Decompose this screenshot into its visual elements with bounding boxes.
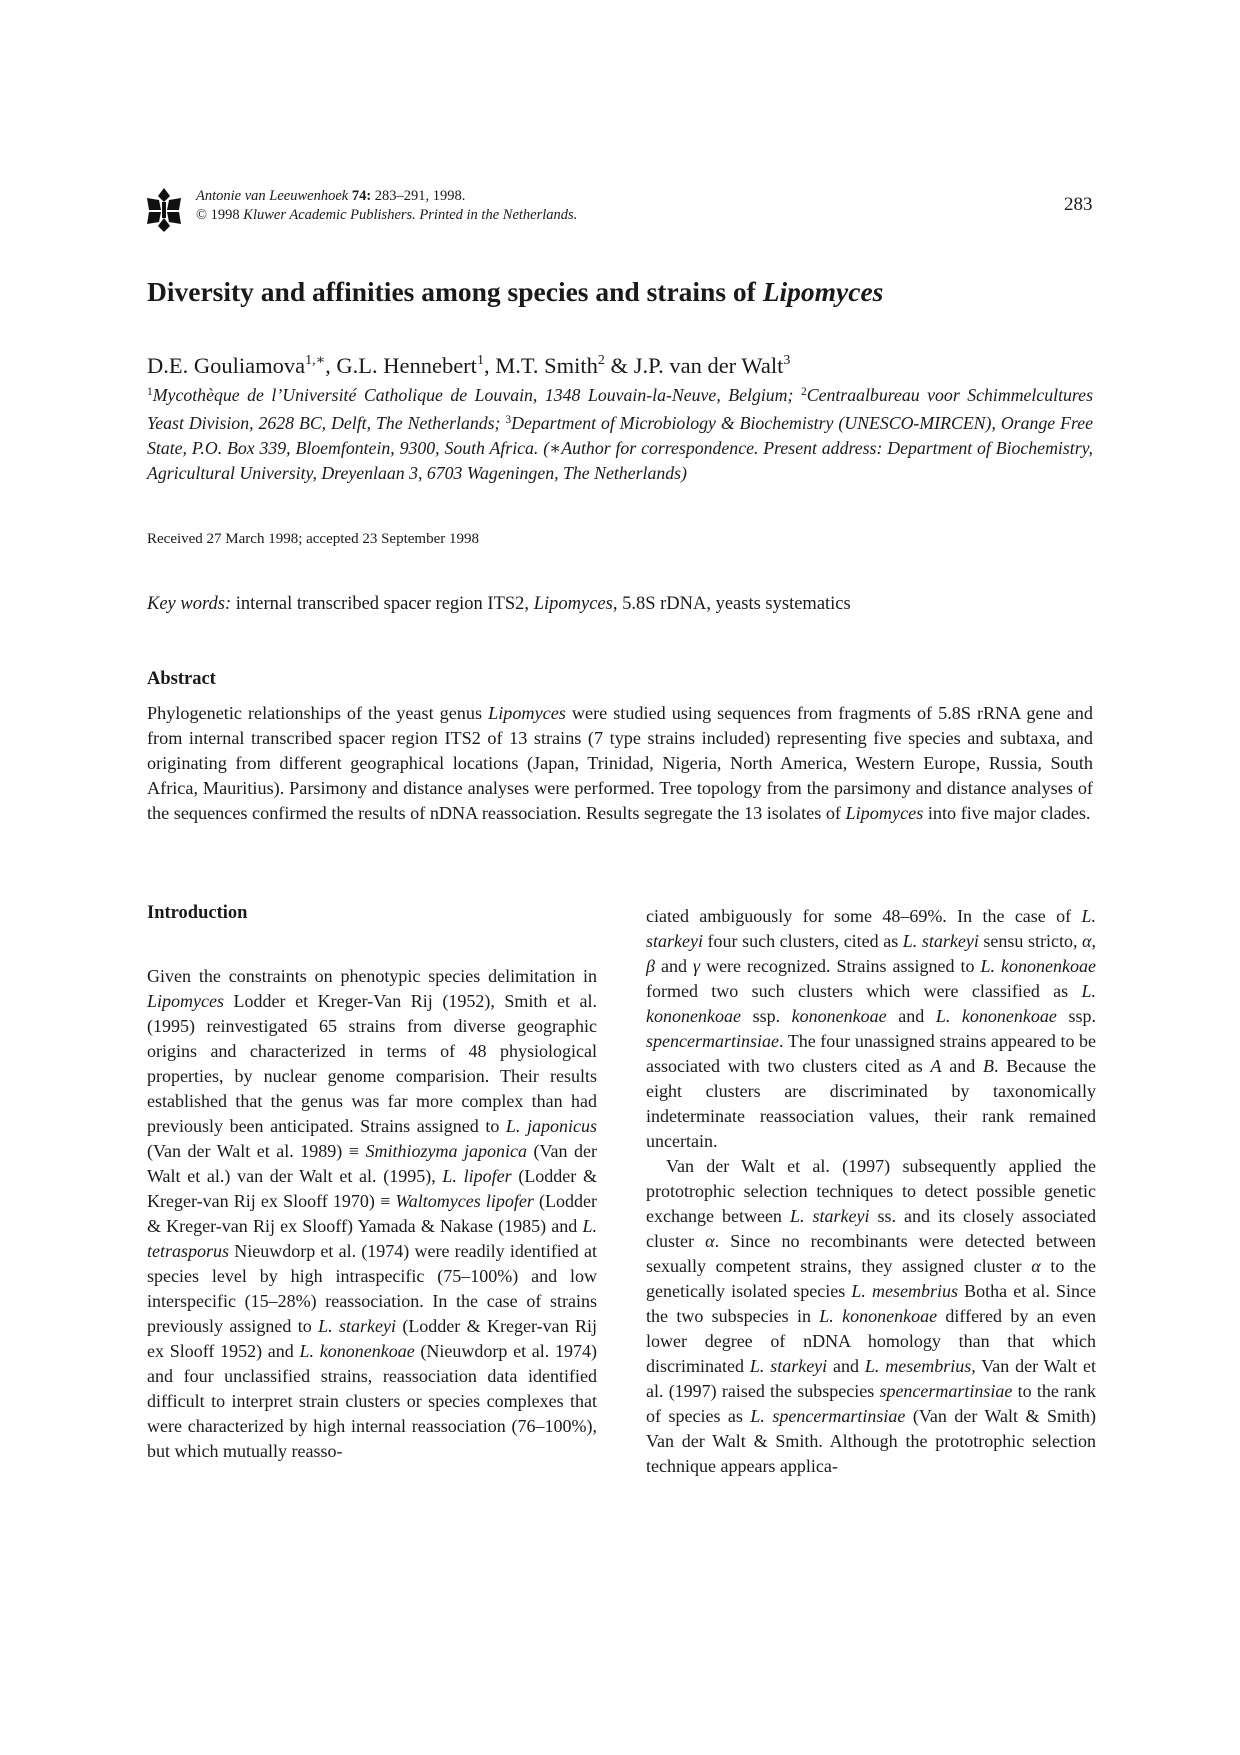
text-run: (Lodder & Kreger-van Rij ex Slooff 1952) and bbox=[147, 1316, 597, 1361]
text-run: and bbox=[827, 1356, 865, 1376]
text-run: ssp. bbox=[1056, 1006, 1096, 1026]
publisher-logo-icon bbox=[145, 188, 183, 232]
text-run: Given the constraints on phenotypic species delimitation in bbox=[147, 966, 597, 986]
italic-term: α bbox=[1031, 1256, 1041, 1276]
italic-term: B bbox=[983, 1056, 995, 1076]
text-run: (Lodder & Kreger-van Rij ex Slooff) Yamada & Nakase (1985) and bbox=[147, 1191, 598, 1236]
journal-volume: 74: bbox=[351, 188, 372, 204]
text-run: to the genetically isolated species bbox=[646, 1256, 1096, 1301]
italic-term: L. starkeyi bbox=[646, 906, 1096, 951]
author-affiliation-mark: 2 bbox=[597, 353, 605, 368]
abstract-text: Phylogenetic relationships of the yeast genus bbox=[147, 703, 489, 723]
journal-pages: 283–291, 1998. bbox=[374, 188, 466, 204]
abstract-text: were studied using sequences from fragments of 5.8S rRNA gene and from internal transcribed spacer region ITS2 of 13 strains (7 type strains included) representing five species and subtaxa, and originating from different geographical locations (Japan, Trinidad, Nigeria, North America, Western Europe, Russia, South Africa, Mauritius). Parsimony and distance analyses were performed. Tree topology from the parsimony and distance analyses of the sequences confirmed the results of nDNA reassociation. Results segregate the 13 isolates of bbox=[147, 703, 1093, 823]
text-run: Nieuwdorp et al. (1974) were readily identified at species level by high intraspecific (75–100%) and low interspecific (15–28%) reassociation. In the case of strains previously assigned to bbox=[147, 1241, 597, 1336]
text-run: (Van der Walt & Smith) Van der Walt & Smith. Although the prototrophic selection technique appears applica- bbox=[646, 1406, 1097, 1476]
keywords-text: , 5.8S rDNA, yeasts systematics bbox=[612, 594, 851, 614]
italic-term: L. kononenkoae bbox=[819, 1306, 938, 1326]
italic-term: L. kononenkoae bbox=[980, 956, 1096, 976]
text-run: and bbox=[654, 956, 693, 976]
publisher-line: Kluwer Academic Publishers. Printed in the Netherlands. bbox=[243, 207, 578, 223]
keywords-genus: Lipomyces bbox=[533, 594, 613, 614]
paper-title bbox=[147, 276, 883, 308]
italic-term: L. mesembrius, bbox=[864, 1356, 976, 1376]
text-run: and bbox=[941, 1056, 984, 1076]
text-run: Van der Walt et al. (1997) subsequently applied the prototrophic selection techniques to detect possible genetic exchange between bbox=[646, 1156, 1096, 1226]
text-run: . Since no recombinants were detected between sexually competent strains, they assigned cluster bbox=[646, 1231, 1096, 1276]
journal-citation bbox=[196, 187, 577, 225]
author-separator: & bbox=[604, 353, 634, 378]
italic-term: spencermartinsiae bbox=[646, 1031, 779, 1051]
affiliation-mark: 2 bbox=[800, 386, 807, 398]
author-separator: , bbox=[325, 353, 337, 378]
text-run: differed by an even lower degree of nDNA homology than that which discriminated bbox=[646, 1306, 1096, 1376]
introduction-paragraph bbox=[646, 904, 1096, 1154]
text-run: . Because the eight clusters are discriminated by taxonomically indeterminate reassociation values, their rank remained uncertain. bbox=[646, 1056, 1096, 1151]
italic-term: L. kononenkoae bbox=[299, 1341, 415, 1361]
text-run: Botha et al. Since the two subspecies in bbox=[646, 1281, 1096, 1326]
italic-term: L. spencermartinsiae bbox=[750, 1406, 906, 1426]
text-run: (Van der Walt et al. 1989) ≡ bbox=[147, 1141, 366, 1161]
italic-term: L. kononenkoae bbox=[646, 981, 1096, 1026]
text-run: , bbox=[1091, 931, 1096, 951]
text-run: ssp. bbox=[740, 1006, 792, 1026]
text-run: ciated ambiguously for some 48–69%. In the case of bbox=[646, 906, 1082, 926]
author-list bbox=[147, 352, 790, 379]
copyright-symbol: © bbox=[196, 207, 208, 223]
page-number: 283 bbox=[1064, 194, 1093, 215]
italic-term: L. japonicus bbox=[505, 1116, 597, 1136]
text-run: ss. and its closely associated cluster bbox=[646, 1206, 1096, 1251]
affiliation-1: Mycothèque de l’Université Catholique de Louvain, 1348 Louvain-la-Neuve, Belgium; bbox=[152, 385, 801, 405]
italic-term: β bbox=[646, 956, 655, 976]
keywords-label: Key words: bbox=[147, 594, 232, 614]
italic-term: A bbox=[930, 1056, 942, 1076]
abstract-genus: Lipomyces bbox=[488, 703, 566, 723]
italic-term: Waltomyces lipofer bbox=[395, 1191, 534, 1211]
italic-term: α bbox=[705, 1231, 715, 1251]
journal-name: Antonie van Leeuwenhoek bbox=[196, 188, 349, 204]
copyright-year: 1998 bbox=[210, 207, 240, 223]
abstract-heading: Abstract bbox=[147, 669, 216, 689]
text-run: and bbox=[886, 1006, 936, 1026]
italic-term: L. starkeyi bbox=[902, 931, 979, 951]
affiliations bbox=[147, 380, 1093, 486]
italic-term: L. starkeyi bbox=[749, 1356, 828, 1376]
text-run: were recognized. Strains assigned to bbox=[700, 956, 981, 976]
text-run: (Van der Walt et al.) van der Walt et al. (1995), bbox=[147, 1141, 597, 1186]
affiliation-2: Centraalbureau voor Schimmelcultures Yeast Division, 2628 BC, Delft, The Netherlands; bbox=[147, 385, 1093, 433]
affiliation-3: Department of Microbiology & Biochemistry (UNESCO-MIRCEN), Orange Free State, P.O. Box 339, Bloemfontein, 9300, South Africa. (∗Author for correspondence. Present address: Department of Biochemistry, Agricultural University, Dreyenlaan 3, 6703 Wageningen, The Netherlands) bbox=[147, 413, 1093, 483]
italic-term: kononenkoae bbox=[791, 1006, 887, 1026]
abstract-text: into five major clades. bbox=[923, 803, 1091, 823]
text-run: formed two such clusters which were classified as bbox=[646, 981, 1082, 1001]
author-name: M.T. Smith bbox=[495, 353, 598, 378]
introduction-paragraph bbox=[646, 1154, 1096, 1479]
author-separator: , bbox=[483, 353, 496, 378]
italic-term: L. mesembrius bbox=[851, 1281, 958, 1301]
text-run: Van der Walt et al. (1997) raised the subspecies bbox=[646, 1356, 1096, 1401]
title-genus: Lipomyces bbox=[762, 276, 884, 307]
italic-term: L. kononenkoae bbox=[935, 1006, 1057, 1026]
abstract-body bbox=[147, 701, 1093, 826]
italic-term: Smithiozyma japonica bbox=[365, 1141, 527, 1161]
italic-term: L. lipofer bbox=[442, 1166, 512, 1186]
text-run: Lodder et Kreger-Van Rij (1952), Smith et al. (1995) reinvestigated 65 strains from diverse geographic origins and characterized in terms of 48 physiological properties, by nuclear genome comparision. Their results established that the genus was far more complex than had previously been anticipated. Strains assigned to bbox=[147, 991, 597, 1136]
italic-term: L. starkeyi bbox=[318, 1316, 396, 1336]
affiliation-mark: 1 bbox=[147, 386, 153, 398]
author-name: G.L. Hennebert bbox=[336, 353, 477, 378]
introduction-heading: Introduction bbox=[147, 903, 248, 923]
author-name: D.E. Gouliamova bbox=[147, 353, 306, 378]
text-run: four such clusters, cited as bbox=[702, 931, 903, 951]
title-main: Diversity and affinities among species and strains of bbox=[147, 276, 763, 307]
text-run: . The four unassigned strains appeared to be associated with two clusters cited as bbox=[646, 1031, 1096, 1076]
author-name: J.P. van der Walt bbox=[633, 353, 784, 378]
italic-term: spencermartinsiae bbox=[879, 1381, 1013, 1401]
author-affiliation-mark: 3 bbox=[783, 353, 791, 368]
affiliation-mark: 3 bbox=[505, 414, 512, 426]
introduction-paragraph bbox=[147, 964, 597, 1464]
italic-term: α bbox=[1082, 931, 1092, 951]
italic-term: L. starkeyi bbox=[789, 1206, 870, 1226]
text-run: to the rank of species as bbox=[646, 1381, 1096, 1426]
author-affiliation-mark: 1 bbox=[476, 353, 484, 368]
abstract-genus: Lipomyces bbox=[845, 803, 924, 823]
italic-term: L. tetrasporus bbox=[147, 1216, 597, 1261]
text-run: sensu stricto, bbox=[978, 931, 1083, 951]
text-run: (Nieuwdorp et al. 1974) and four unclassified strains, reassociation data identified difficult to interpret strain clusters or species complexes that were characterized by high internal reassociation (76–100%), but which mutually reasso- bbox=[147, 1341, 598, 1461]
introduction-right-column bbox=[646, 904, 1096, 1479]
author-affiliation-mark: 1,∗ bbox=[305, 353, 326, 368]
italic-term: Lipomyces bbox=[147, 991, 224, 1011]
introduction-left-column bbox=[147, 964, 597, 1464]
received-dates: Received 27 March 1998; accepted 23 September 1998 bbox=[147, 531, 479, 547]
keywords bbox=[147, 594, 851, 615]
keywords-text: internal transcribed spacer region ITS2, bbox=[231, 594, 534, 614]
italic-term: γ bbox=[692, 956, 701, 976]
text-run: (Lodder & Kreger-van Rij ex Slooff 1970) ≡ bbox=[147, 1166, 597, 1211]
